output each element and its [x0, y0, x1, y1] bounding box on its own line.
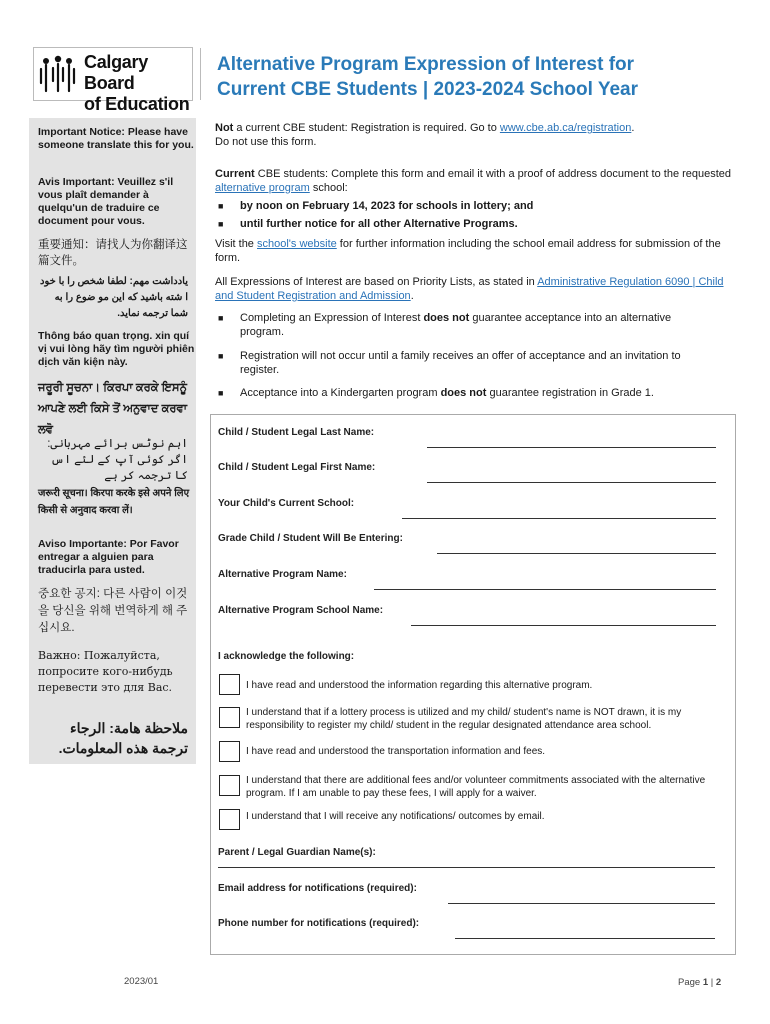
school-website-link[interactable]: school's website — [257, 238, 337, 250]
email-label: Email address for notifications (required): — [218, 883, 417, 894]
email-field[interactable] — [448, 903, 715, 904]
info-text-1: Completing an Expression of Interest does not guarantee acceptance into an alternative program. — [240, 312, 672, 338]
not-bold: Not — [215, 122, 234, 134]
program-name-field[interactable] — [374, 589, 716, 590]
notice-farsi: یادداشت مهم: لطفا شخص را با خود ا شته باشید که این مو ضوع را به شما ترجمه نماید. — [39, 276, 188, 319]
all-post: . — [410, 289, 414, 302]
deadline-text-1: by noon on February 14, 2023 for schools in lottery; and — [240, 200, 534, 212]
not-current-student-para — [215, 122, 735, 149]
ack-text-2: I understand that if a lottery process is utilized and my child/ student's name is NOT drawn, it is my responsibility to register my child/ student in the regular designated attendance area school. — [246, 707, 682, 731]
cbe-logo — [33, 47, 193, 114]
notice-arabic: ملاحظة هامة: الرجاء ترجمة هذه المعلومات. — [58, 720, 188, 756]
logo-text — [84, 52, 192, 115]
visit-website-para — [215, 238, 735, 265]
not-end: . — [631, 122, 635, 134]
ack-checkbox-4[interactable] — [219, 775, 240, 796]
footer-date: 2023/01 — [124, 976, 159, 987]
page-number: Page 1 | 2 — [678, 977, 722, 988]
notice-chinese: 重要通知：请找人为你翻译这篇文件。 — [38, 239, 188, 267]
current-school-label: Your Child's Current School: — [218, 498, 355, 509]
deadline-text-2: until further notice for all other Alternative Programs. — [240, 218, 518, 230]
all-pre: All Expressions of Interest are based on Priority Lists, as stated in — [215, 276, 538, 288]
notice-korean: 중요한 공지: 다른 사람이 이것을 당신을 위해 번역하게 해 주십시요. — [38, 588, 188, 634]
first-name-field[interactable] — [427, 482, 716, 483]
program-name-label: Alternative Program Name: — [218, 569, 347, 580]
ack-checkbox-5[interactable] — [219, 809, 240, 830]
regulation-link[interactable]: Administrative Regulation 6090 | Child and Student Registration and Admission — [215, 276, 724, 302]
current-student-para — [215, 168, 735, 195]
notice-urdu: اہم نوٹس برائے مہربانی: اگر کوئی آپ کے لئے اس کا ترجمہ کر ہے — [47, 438, 188, 482]
current-text: CBE students: Complete this form and email it with a proof of address document to the requested — [254, 168, 732, 180]
not-text: a current CBE student: Registration is required. Go to — [233, 122, 500, 134]
ack-text-1: I have read and understood the information regarding this alternative program. — [246, 680, 593, 691]
ack-checkbox-3[interactable] — [219, 741, 240, 762]
title-line-2: Current CBE Students | 2023-2024 School Year — [217, 79, 639, 100]
first-name-label: Child / Student Legal First Name: — [218, 462, 376, 473]
alternative-program-link[interactable]: alternative program — [215, 181, 310, 194]
visit-pre: Visit the — [215, 238, 257, 250]
notice-french: Avis Important: Veuillez s'il vous plaît demander à quelqu'un de traduire ce document pour vous. — [38, 176, 174, 227]
visit-post: for further information including the school email address for submission of the form. — [215, 238, 721, 264]
program-school-field[interactable] — [411, 625, 716, 626]
last-name-field[interactable] — [427, 447, 716, 448]
last-name-label: Child / Student Legal Last Name: — [218, 427, 375, 438]
ack-checkbox-1[interactable] — [219, 674, 240, 695]
grade-label: Grade Child / Student Will Be Entering: — [218, 533, 403, 544]
bullet-icon: ■ — [218, 219, 224, 229]
logo-line-2: of Education — [84, 94, 190, 114]
notice-hindi: जरूरी सूचना। किरपा करके इसे अपने लिए किसी से अनुवाद करवा लें। — [38, 488, 190, 516]
guardian-label: Parent / Legal Guardian Name(s): — [218, 847, 376, 858]
logo-line-1: Calgary Board — [84, 52, 148, 93]
notice-punjabi: ਜਰੂਰੀ ਸੂਚਨਾ। ਕਿਰਪਾ ਕਰਕੇ ਇਸਨੂੰ ਆਪਣੇ ਲਈ ਕਿਸੇ ਤੋਂ ਅਨੁਵਾਦ ਕਰਵਾ ਲਵੋ — [38, 382, 188, 436]
info-text-2: Registration will not occur until a family receives an offer of acceptance and an invitation to register. — [240, 350, 681, 376]
bullet-icon: ■ — [218, 201, 224, 211]
phone-field[interactable] — [455, 938, 715, 939]
not-line-2: Do not use this form. — [215, 135, 317, 148]
grade-field[interactable] — [437, 553, 716, 554]
notice-vietnamese: Thông báo quan trọng. xin quí vị vui lòng hãy tìm người phiên dịch văn kiện này. — [38, 330, 195, 368]
current-school-field[interactable] — [402, 518, 716, 519]
ack-text-3: I have read and understood the transportation information and fees. — [246, 746, 546, 757]
acknowledge-heading: I acknowledge the following: — [218, 651, 355, 662]
bullet-icon: ■ — [218, 313, 224, 323]
info-text-3: Acceptance into a Kindergarten program does not guarantee registration in Grade 1. — [240, 387, 654, 399]
current-end: school: — [309, 181, 348, 194]
phone-label: Phone number for notifications (required): — [218, 918, 420, 929]
header-divider — [200, 48, 201, 100]
program-school-label: Alternative Program School Name: — [218, 605, 384, 616]
title-line-1: Alternative Program Expression of Interest for — [217, 54, 635, 75]
notice-russian: Важно: Пожалуйста, попросите кого-нибудь перевести это для Вас. — [38, 649, 173, 694]
notice-english: Important Notice: Please have someone translate this for you. — [38, 126, 194, 151]
ack-text-5: I understand that I will receive any notifications/ outcomes by email. — [246, 811, 545, 822]
guardian-field[interactable] — [218, 867, 715, 868]
ack-text-4: I understand that there are additional fees and/or volunteer commitments associated with the alternative program. If I am unable to pay these fees, I will apply for a waiver. — [246, 775, 706, 799]
current-bold: Current — [215, 168, 255, 180]
ack-checkbox-2[interactable] — [219, 707, 240, 728]
priority-lists-para — [215, 276, 735, 303]
bullet-icon: ■ — [218, 388, 224, 398]
page-title — [217, 52, 737, 102]
bullet-icon: ■ — [218, 351, 224, 361]
notice-spanish: Aviso Importante: Por Favor entregar a alguien para traducirla para usted. — [38, 538, 179, 576]
registration-link[interactable]: www.cbe.ab.ca/registration — [499, 122, 632, 134]
cbe-figures-icon — [38, 53, 78, 95]
